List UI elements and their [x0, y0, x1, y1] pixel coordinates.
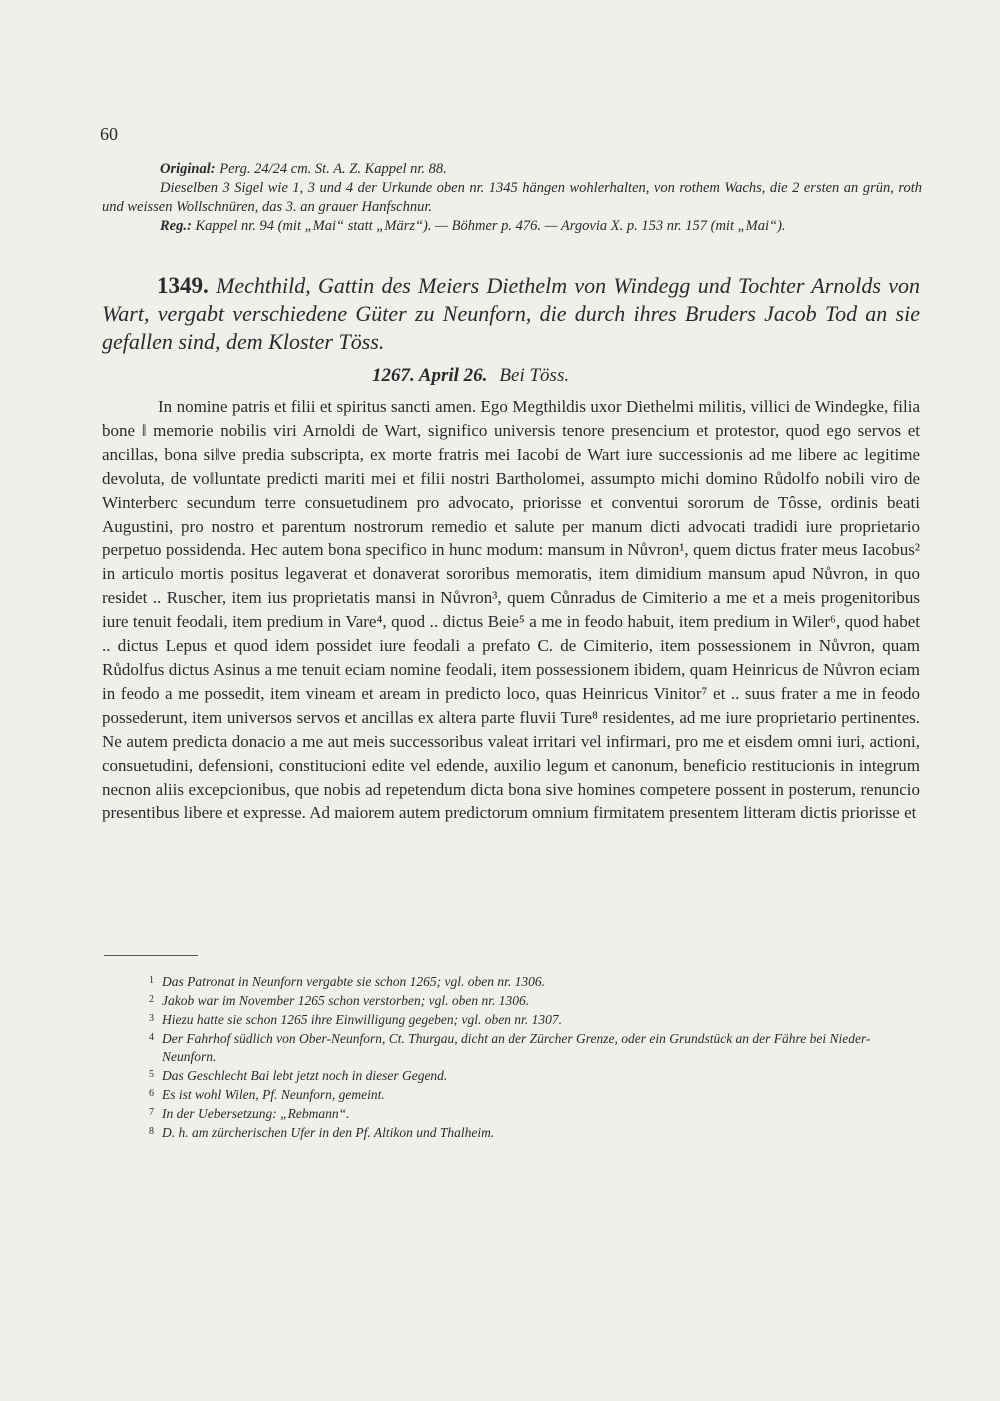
- footnote-mark: 7: [149, 1107, 154, 1118]
- footnote: [104, 1104, 920, 1123]
- charter-heading: [102, 272, 920, 356]
- regest-note: [102, 217, 922, 236]
- charter-body-paragraph: In nomine patris et filii et spiritus sancti amen. Ego Megthildis uxor Diethelmi militis, villici de Windegke, filia bone ‖ memorie nobilis viri Arnoldi de Wart, significo universis tenore presencium et protestor, quod ego servos et ancillas, bona si‖ve predia subscripta, ex morte fratris mei Iacobi de Wart iure successionis ad me libere ac legitime devoluta, de vo‖luntate predicti mariti mei et filii nostri Bartholomei, assumpto michi domino Růdolfo nobili viro de Winterberc secundum terre consuetudinem pro advocato, priorisse et conventui sororum de Tôsse, ordinis beati Augustini, pro nostro et parentum nostrorum remedio et salute per manum dicti advocati tradidi iure proprietario perpetuo possidenda. Hec autem bona specifico in hunc modum: mansum in Nůvron¹, quem dictus frater meus Iacobus² in articulo mortis positus legaverat et donaverat sororibus memoratis, item dimidium mansum apud Nůvron, in quo residet .. Ruscher, item ius proprietatis mansi in Nůvron³, quem Cůnradus de Cimiterio a me et a meis progenitoribus iure tenuit feodali, item predium in Vare⁴, quod .. dictus Beie⁵ a me in feodo habuit, item predium in Wiler⁶, quod habet .. dictus Lepus et quod idem possidet iure feodali a prefato C. de Cimiterio, item possessionem in Nůvron, quam Růdolfus dictus Asinus a me tenuit eciam nomine feodali, item possessionem ibidem, quam Heinricus de Nůvron eciam in feodo a me possedit, item vineam et aream in predicto loco, quas Heinricus Vinitor⁷ et .. suus frater a me in feodo possederunt, item universos servos et ancillas ex altera parte fluvii Ture⁸ residentes, ad me iure proprietario pertinentes. Ne autem predicta donacio a me aut meis successoribus valeat irritari vel infirmari, pro me et eisdem omni iuri, actioni, consuetudini, defensioni, constitucioni edite vel edende, auxilio legum et canonum, beneficio restitucionis in integrum necnon aliis excepcionibus, que nobis ad repetendum dicta bona sive homines competere possent in posterum, renuncio presentibus libere et expresse. Ad maiorem autem predictorum omnium firmitatem presentem litteram dictis priorisse et: [102, 397, 920, 823]
- footnote-text: Der Fahrhof südlich von Ober-Neunforn, Ct. Thurgau, dicht an der Zürcher Grenze, oder ein Grundstück an der Fähre bei Nieder-Neunforn.: [162, 1031, 871, 1064]
- seal-note: Dieselben 3 Sigel wie 1, 3 und 4 der Urkunde oben nr. 1345 hängen wohlerhalten, von rothem Wachs, die 2 ersten an grün, roth und weissen Wollschnüren, das 3. an grauer Hanfschnur.: [102, 180, 922, 215]
- charter-summary: Mechthild, Gattin des Meiers Diethelm von Windegg und Tochter Arnolds von Wart, vergabt verschiedene Güter zu Neunforn, die durch ihres Bruders Jacob Tod an sie gefallen sind, dem Kloster Töss.: [102, 273, 920, 354]
- footnote: [104, 991, 920, 1010]
- footnote-text: Hiezu hatte sie schon 1265 ihre Einwilligung gegeben; vgl. oben nr. 1307.: [162, 1012, 562, 1027]
- page-number: 60: [100, 124, 118, 144]
- footnote-mark: 4: [149, 1032, 154, 1043]
- footnote-rule: [104, 955, 198, 956]
- footnote: [104, 1010, 920, 1029]
- footnote-mark: 5: [149, 1069, 154, 1080]
- dateline: [372, 365, 569, 387]
- charter-number: 1349.: [157, 273, 209, 298]
- footnote-mark: 3: [149, 1013, 154, 1024]
- footnote: [104, 1123, 920, 1142]
- footnote: [104, 1066, 920, 1085]
- charter-text: [102, 395, 920, 825]
- footnotes: [104, 972, 920, 1142]
- footnote-text: Das Geschlecht Bai lebt jetzt noch in dieser Gegend.: [162, 1068, 448, 1083]
- regest-label: Reg.:: [160, 218, 192, 234]
- footnote: [104, 972, 920, 991]
- footnote-text: Das Patronat in Neunforn vergabte sie schon 1265; vgl. oben nr. 1306.: [162, 974, 545, 989]
- source-notes: [102, 160, 922, 236]
- footnote: [104, 1085, 920, 1104]
- footnote-mark: 6: [149, 1088, 154, 1099]
- footnote-text: In der Uebersetzung: „Rebmann“.: [162, 1106, 350, 1121]
- footnote-text: D. h. am zürcherischen Ufer in den Pf. Altikon und Thalheim.: [162, 1125, 495, 1140]
- charter-place: Bei Töss.: [499, 365, 570, 386]
- footnote-mark: 2: [149, 994, 154, 1005]
- original-label: Original:: [160, 161, 216, 177]
- original-note: [102, 160, 922, 179]
- charter-date: 1267. April 26.: [372, 365, 488, 386]
- footnote-mark: 1: [149, 975, 154, 986]
- footnote-mark: 8: [149, 1126, 154, 1137]
- footnote-text: Jakob war im November 1265 schon verstorben; vgl. oben nr. 1306.: [162, 993, 530, 1008]
- footnote-text: Es ist wohl Wilen, Pf. Neunforn, gemeint.: [162, 1087, 385, 1102]
- regest-text: Kappel nr. 94 (mit „Mai“ statt „März“). — Böhmer p. 476. — Argovia X. p. 153 nr. 157 (mit „Mai“).: [191, 218, 786, 234]
- original-text: Perg. 24/24 cm. St. A. Z. Kappel nr. 88.: [215, 161, 447, 177]
- footnote: [104, 1029, 920, 1066]
